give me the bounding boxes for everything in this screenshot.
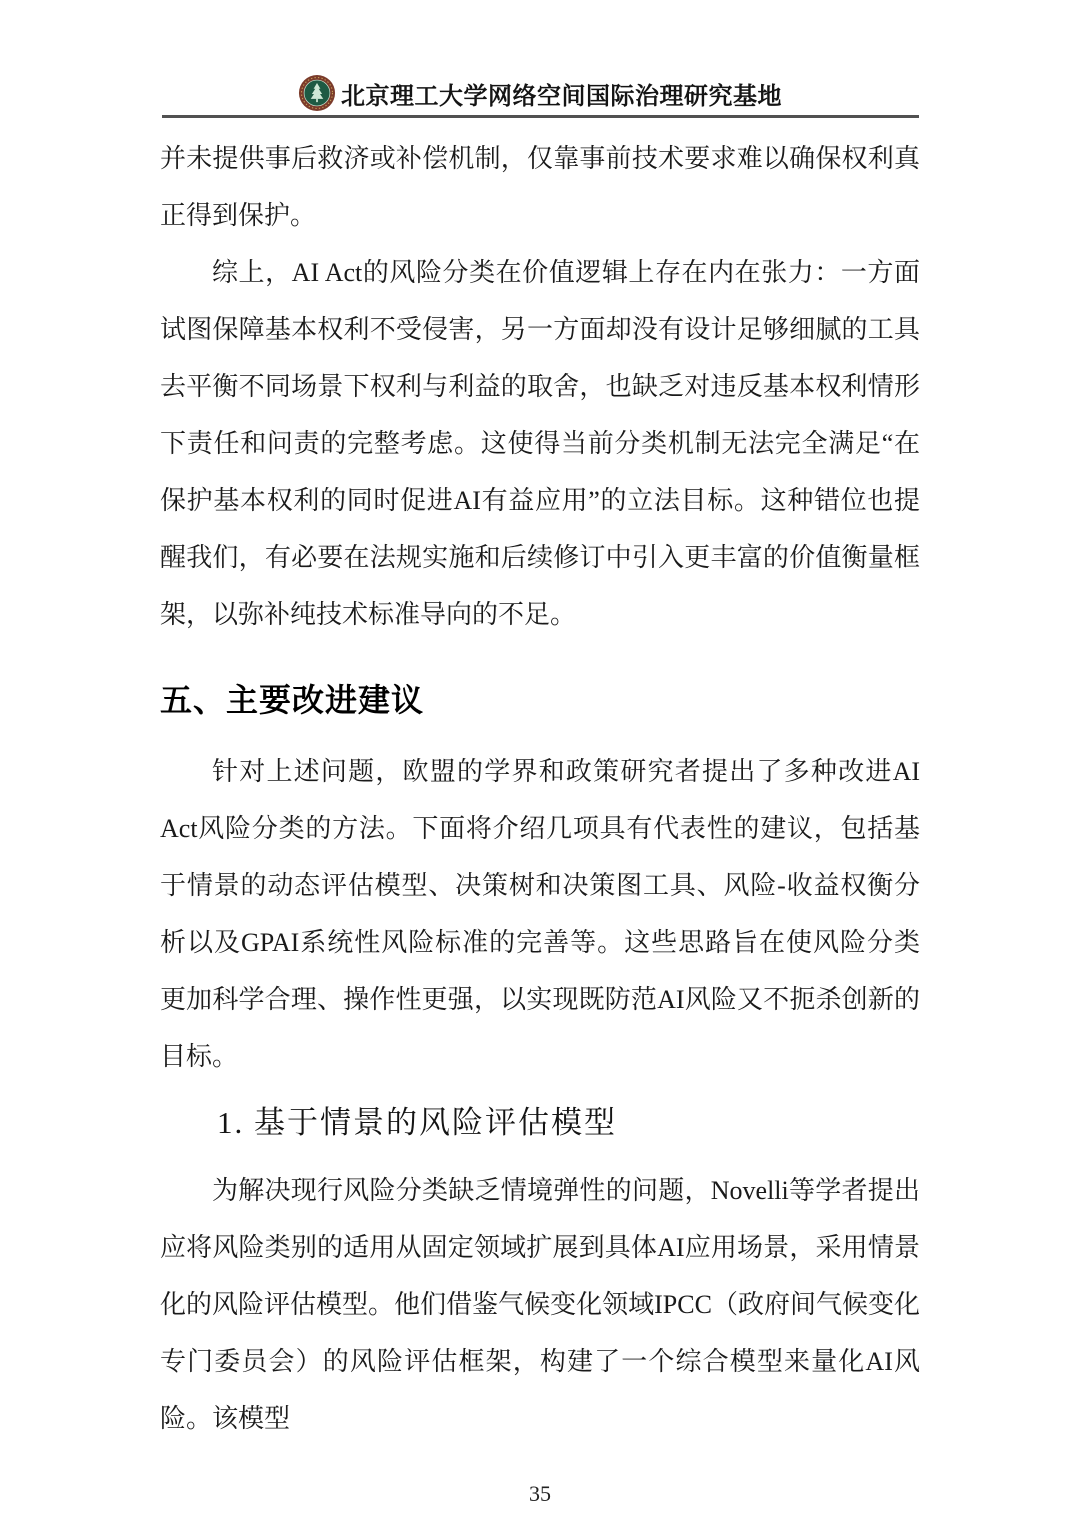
section-heading-5: 五、主要改进建议 [160, 682, 425, 718]
paragraph-summary: 综上，AI Act的风险分类在价值逻辑上存在内在张力：一方面试图保障基本权利不受侵害，另一方面却没有设计足够细腻的工具去平衡不同场景下权利与利益的取舍，也缺乏对违反基本权利情形下责任和问责的完整考虑。这使得当前分类机制无法完全满足“在保护基本权利的同时促进AI有益应用”的立法目标。这种错位也提醒我们，有必要在法规实施和后续修订中引入更丰富的价值衡量框架，以弥补纯技术标准导向的不足。 [160, 258, 920, 629]
subsection-heading-1: 1. 基于情景的风险评估模型 [217, 1105, 617, 1140]
page-number: 35 [529, 1481, 551, 1506]
paragraph-section5-intro: 针对上述问题，欧盟的学界和政策研究者提出了多种改进AI Act风险分类的方法。下面将介绍几项具有代表性的建议，包括基于情景的动态评估模型、决策树和决策图工具、风险-收益权衡分析以及GPAI系统性风险标准的完善等。这些思路旨在使风险分类更加科学合理、操作性更强，以实现既防范AI风险又不扼杀创新的目标。 [160, 757, 920, 1071]
organization-name: 北京理工大学网络空间国际治理研究基地 [341, 82, 782, 110]
university-emblem-icon [298, 74, 336, 112]
paragraph-subsection-1: 为解决现行风险分类缺乏情境弹性的问题，Novelli等学者提出应将风险类别的适用从固定领域扩展到具体AI应用场景，采用情景化的风险评估模型。他们借鉴气候变化领域IPCC（政府间气候变化专门委员会）的风险评估框架，构建了一个综合模型来量化AI风险。该模型 [160, 1176, 920, 1433]
document-body [160, 118, 920, 1509]
paragraph-continuation: 并未提供事后救济或补偿机制，仅靠事前技术要求难以确保权利真正得到保护。 [160, 144, 920, 230]
page-header [0, 0, 1080, 112]
